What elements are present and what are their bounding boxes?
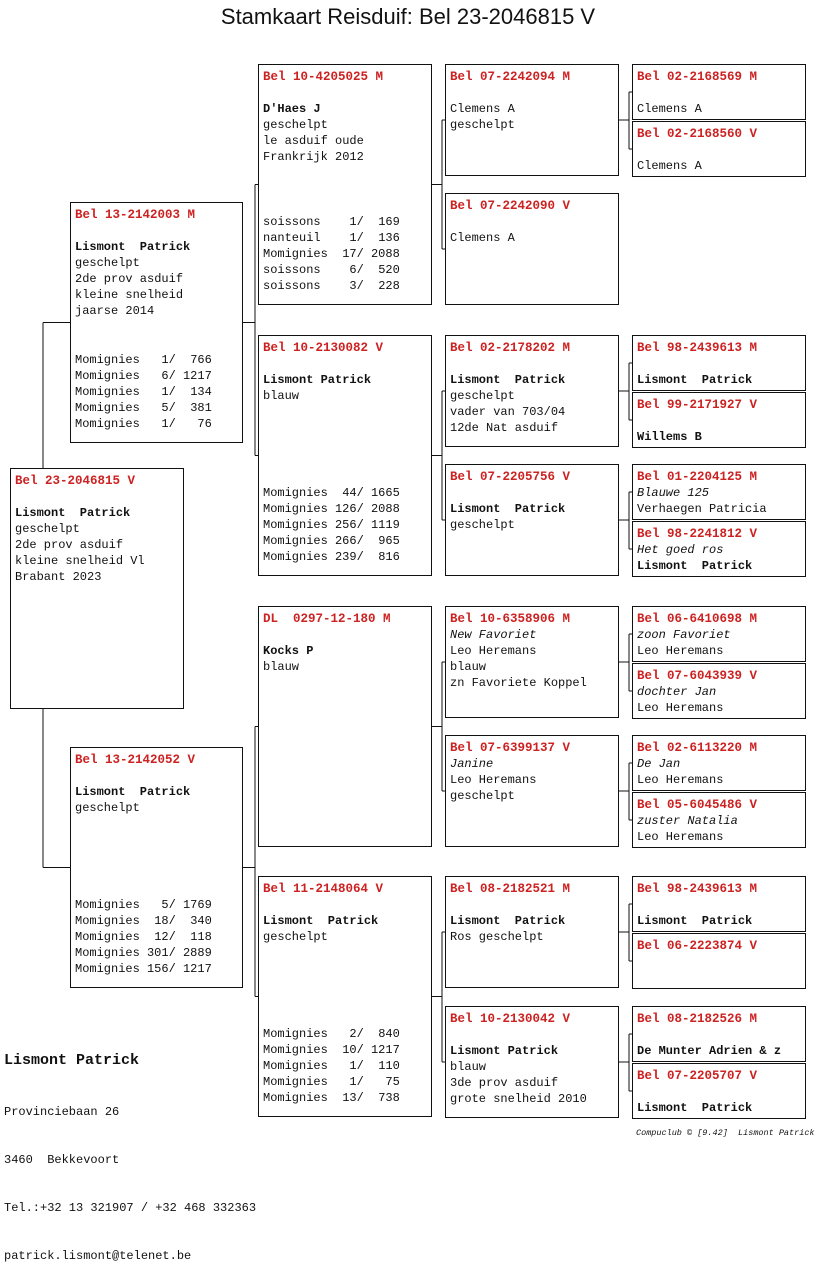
race-total: 1769 [182, 898, 212, 912]
pigeon-card [632, 521, 806, 577]
pigeon-card [445, 464, 619, 576]
ring-number: Bel 07-6399137 V [450, 741, 571, 755]
pigeon-detail: blauw [450, 1060, 487, 1074]
spacer [263, 356, 427, 372]
pigeon-name: Janine [450, 757, 494, 771]
race-total: 2088 [370, 247, 400, 261]
ring-number: Bel 05-6045486 V [637, 798, 758, 812]
race-result-row [263, 262, 400, 278]
race-total: 738 [378, 1091, 400, 1105]
pigeon-detail: geschelpt [450, 389, 515, 403]
race-total: 169 [378, 215, 400, 229]
pigeon-card [445, 735, 619, 847]
race-name: Momignies [263, 1043, 328, 1057]
race-total: 520 [378, 263, 400, 277]
race-rank: 18 / [140, 913, 176, 929]
race-name: Momignies [75, 930, 140, 944]
race-total: 1119 [370, 518, 400, 532]
pigeon-card [632, 606, 806, 662]
race-total: 2889 [182, 946, 212, 960]
spacer [637, 413, 801, 429]
pigeon-card [632, 1006, 806, 1062]
spacer [637, 1084, 801, 1100]
ring-number: Bel 07-2242094 M [450, 70, 571, 84]
ring-number: DL 0297-12-180 M [263, 612, 391, 626]
race-rank: 1 / [328, 230, 364, 246]
ring-number: Bel 13-2142003 M [75, 208, 196, 222]
race-result-row [263, 501, 400, 517]
spacer [450, 1027, 614, 1043]
spacer [637, 897, 801, 913]
ring-number: Bel 13-2142052 V [75, 753, 196, 767]
breeder-name: Leo Heremans [637, 773, 724, 787]
pigeon-detail: geschelpt [75, 256, 140, 270]
pigeon-detail: zn Favoriete Koppel [450, 676, 587, 690]
race-rank: 5 / [140, 400, 176, 416]
race-result-row [263, 485, 400, 501]
race-rank: 1 / [140, 416, 176, 432]
race-total: 965 [378, 534, 400, 548]
race-total: 840 [378, 1027, 400, 1041]
race-rank: 5 / [140, 897, 176, 913]
race-name: Momignies [263, 486, 328, 500]
ring-number: Bel 10-2130042 V [450, 1012, 571, 1026]
race-result-row [263, 230, 400, 246]
race-total: 76 [197, 417, 212, 431]
race-result-row [263, 246, 400, 262]
race-rank: 13 / [328, 1090, 364, 1106]
race-result-row [263, 517, 400, 533]
race-name: Momignies [263, 550, 328, 564]
pigeon-card [632, 464, 806, 520]
pigeon-card [632, 792, 806, 848]
spacer [263, 897, 427, 913]
race-rank: 1 / [328, 214, 364, 230]
race-results [75, 352, 212, 432]
race-result-row [75, 961, 212, 977]
spacer [75, 768, 238, 784]
owner-block [4, 1018, 256, 1280]
race-name: Momignies [75, 385, 140, 399]
race-result-row [75, 913, 212, 929]
pigeon-card [445, 193, 619, 305]
breeder-name: Clemens A [637, 102, 702, 116]
race-total: 110 [378, 1059, 400, 1073]
breeder-name: Verhaegen Patricia [637, 502, 767, 516]
race-results [263, 1026, 400, 1106]
breeder-name: Lismont Patrick [637, 373, 753, 387]
ring-number: Bel 02-6113220 M [637, 741, 758, 755]
pigeon-name: Het goed ros [637, 543, 724, 557]
ring-number: Bel 11-2148064 V [263, 882, 384, 896]
spacer [637, 1027, 801, 1043]
race-result-row [75, 897, 212, 913]
race-rank: 6 / [328, 262, 364, 278]
breeder-name: Leo Heremans [637, 701, 724, 715]
breeder-name: Lismont Patrick [450, 373, 566, 387]
pigeon-detail: geschelpt [450, 518, 515, 532]
race-total: 1217 [370, 1043, 400, 1057]
pigeon-detail: jaarse 2014 [75, 304, 155, 318]
breeder-name: Clemens A [450, 231, 515, 245]
race-result-row [75, 416, 212, 432]
ring-number: Bel 98-2439613 M [637, 341, 758, 355]
pigeon-detail: kleine snelheid Vl [15, 554, 145, 568]
race-rank: 126 / [328, 501, 364, 517]
race-name: soissons [263, 263, 321, 277]
pigeon-card [632, 663, 806, 719]
race-name: Momignies [75, 353, 140, 367]
ring-number: Bel 23-2046815 V [15, 474, 136, 488]
owner-street: Provinciebaan 26 [4, 1105, 120, 1119]
pigeon-card [70, 747, 243, 988]
race-results [75, 897, 212, 977]
breeder-name: Lismont Patrick [75, 240, 191, 254]
breeder-name: Leo Heremans [450, 773, 537, 787]
race-rank: 6 / [140, 368, 176, 384]
race-total: 1665 [370, 486, 400, 500]
race-result-row [75, 368, 212, 384]
ring-number: Bel 06-2223874 V [637, 939, 758, 953]
race-total: 381 [190, 401, 212, 415]
pigeon-name: New Favoriet [450, 628, 537, 642]
race-result-row [263, 214, 400, 230]
race-name: Momignies [75, 962, 140, 976]
spacer [637, 356, 801, 372]
ring-number: Bel 98-2241812 V [637, 527, 758, 541]
race-total: 228 [378, 279, 400, 293]
race-name: Momignies [75, 946, 140, 960]
spacer [15, 489, 179, 505]
race-result-row [263, 1026, 400, 1042]
race-result-row [263, 1074, 400, 1090]
race-rank: 239 / [328, 549, 364, 565]
race-rank: 156 / [140, 961, 176, 977]
pigeon-detail: geschelpt [15, 522, 80, 536]
pigeon-card [632, 933, 806, 989]
race-rank: 256 / [328, 517, 364, 533]
pigeon-detail: 2de prov asduif [75, 272, 184, 286]
race-results [263, 485, 400, 565]
race-result-row [75, 400, 212, 416]
ring-number: Bel 07-2205707 V [637, 1069, 758, 1083]
race-rank: 12 / [140, 929, 176, 945]
ring-number: Bel 08-2182526 M [637, 1012, 758, 1026]
ring-number: Bel 10-6358906 M [450, 612, 571, 626]
breeder-name: D'Haes J [263, 102, 321, 116]
race-result-row [75, 945, 212, 961]
race-rank: 1 / [328, 1058, 364, 1074]
pigeon-card [258, 606, 432, 847]
pigeon-detail: le asduif oude [263, 134, 364, 148]
pigeon-detail: blauw [263, 660, 300, 674]
race-name: soissons [263, 279, 321, 293]
spacer [637, 142, 801, 158]
breeder-name: Lismont Patrick [75, 785, 191, 799]
owner-name: Lismont Patrick [4, 1052, 140, 1069]
breeder-name: Lismont Patrick [263, 373, 372, 387]
pigeon-card [632, 64, 806, 120]
breeder-name: Lismont Patrick [450, 914, 566, 928]
race-name: Momignies [75, 914, 140, 928]
software-credit: Compuclub © [9.42] Lismont Patrick [636, 1128, 815, 1138]
pigeon-detail: Brabant 2023 [15, 570, 102, 584]
breeder-name: Leo Heremans [637, 830, 724, 844]
pigeon-detail: blauw [450, 660, 487, 674]
race-total: 1217 [182, 369, 212, 383]
breeder-name: Lismont Patrick [263, 914, 379, 928]
race-name: nanteuil [263, 231, 321, 245]
race-name: Momignies [263, 1075, 328, 1089]
pigeon-detail: geschelpt [263, 930, 328, 944]
race-result-row [263, 1058, 400, 1074]
breeder-name: Kocks P [263, 644, 314, 658]
breeder-name: Willems B [637, 430, 702, 444]
race-total: 816 [378, 550, 400, 564]
pigeon-detail: kleine snelheid [75, 288, 184, 302]
race-rank: 44 / [328, 485, 364, 501]
ring-number: Bel 07-2242090 V [450, 199, 571, 213]
race-rank: 1 / [140, 384, 176, 400]
pigeon-card [258, 335, 432, 576]
spacer [450, 214, 614, 230]
race-result-row [75, 352, 212, 368]
breeder-name: De Munter Adrien & z [637, 1044, 782, 1058]
pigeon-detail: 3de prov asduif [450, 1076, 559, 1090]
race-name: Momignies [263, 518, 328, 532]
pigeon-card [445, 335, 619, 447]
pigeon-card [258, 64, 432, 305]
race-rank: 266 / [328, 533, 364, 549]
pigeon-card [632, 876, 806, 932]
spacer [263, 85, 427, 101]
ring-number: Bel 02-2168560 V [637, 127, 758, 141]
spacer [75, 223, 238, 239]
pigeon-detail: grote snelheid 2010 [450, 1092, 587, 1106]
race-name: Momignies [263, 534, 328, 548]
pigeon-card [258, 876, 432, 1117]
breeder-name: Lismont Patrick [450, 502, 566, 516]
spacer [637, 85, 801, 101]
race-total: 75 [385, 1075, 400, 1089]
pigeon-card [632, 121, 806, 177]
race-name: soissons [263, 215, 321, 229]
pigeon-card [445, 1006, 619, 1118]
page-title: Stamkaart Reisduif: Bel 23-2046815 V [220, 4, 596, 29]
spacer [637, 954, 801, 970]
pigeon-detail: 12de Nat asduif [450, 421, 559, 435]
race-total: 136 [378, 231, 400, 245]
race-name: Momignies [263, 247, 328, 261]
race-rank: 301 / [140, 945, 176, 961]
owner-phone: Tel.:+32 13 321907 / +32 468 332363 [4, 1201, 257, 1215]
pigeon-card [632, 335, 806, 391]
race-result-row [75, 384, 212, 400]
pigeon-name: dochter Jan [637, 685, 717, 699]
breeder-name: Lismont Patrick [637, 559, 753, 573]
race-result-row [263, 1090, 400, 1106]
race-rank: 1 / [328, 1074, 364, 1090]
pigeon-name: Blauwe 125 [637, 486, 710, 500]
pigeon-name: zoon Favoriet [637, 628, 731, 642]
pigeon-detail: 2de prov asduif [15, 538, 124, 552]
breeder-name: Lismont Patrick [450, 1044, 559, 1058]
race-rank: 2 / [328, 1026, 364, 1042]
spacer [450, 897, 614, 913]
race-name: Momignies [75, 401, 140, 415]
pigeon-detail: geschelpt [450, 118, 515, 132]
pigeon-card [632, 392, 806, 448]
race-name: Momignies [263, 502, 328, 516]
race-name: Momignies [75, 369, 140, 383]
pigeon-card [70, 202, 243, 443]
race-total: 1217 [182, 962, 212, 976]
ring-number: Bel 07-6043939 V [637, 669, 758, 683]
pigeon-detail: Ros geschelpt [450, 930, 544, 944]
breeder-name: Clemens A [637, 159, 702, 173]
race-total: 766 [190, 353, 212, 367]
pigeon-card [445, 64, 619, 176]
race-result-row [263, 533, 400, 549]
pigeon-detail: blauw [263, 389, 300, 403]
pigeon-card [10, 468, 184, 709]
race-total: 340 [190, 914, 212, 928]
breeder-name: Clemens A [450, 102, 515, 116]
race-name: Momignies [263, 1059, 328, 1073]
spacer [450, 85, 614, 101]
race-result-row [263, 549, 400, 565]
race-result-row [263, 1042, 400, 1058]
owner-city: 3460 Bekkevoort [4, 1153, 120, 1167]
race-results [263, 214, 400, 294]
breeder-name: Lismont Patrick [637, 1101, 753, 1115]
ring-number: Bel 08-2182521 M [450, 882, 571, 896]
pigeon-detail: geschelpt [263, 118, 328, 132]
pigeon-detail: geschelpt [75, 801, 140, 815]
pigeon-detail: geschelpt [450, 789, 515, 803]
ring-number: Bel 10-2130082 V [263, 341, 384, 355]
breeder-name: Leo Heremans [637, 644, 724, 658]
pigeon-card [445, 876, 619, 988]
race-name: Momignies [75, 417, 140, 431]
breeder-name: Lismont Patrick [15, 506, 131, 520]
ring-number: Bel 98-2439613 M [637, 882, 758, 896]
ring-number: Bel 99-2171927 V [637, 398, 758, 412]
race-rank: 3 / [328, 278, 364, 294]
race-total: 134 [190, 385, 212, 399]
owner-email: patrick.lismont@telenet.be [4, 1249, 192, 1263]
ring-number: Bel 02-2168569 M [637, 70, 758, 84]
breeder-name: Lismont Patrick [637, 914, 753, 928]
pigeon-card [445, 606, 619, 718]
race-name: Momignies [263, 1091, 328, 1105]
pigeon-name: zuster Natalia [637, 814, 738, 828]
ring-number: Bel 02-2178202 M [450, 341, 571, 355]
ring-number: Bel 06-6410698 M [637, 612, 758, 626]
race-rank: 1 / [140, 352, 176, 368]
spacer [450, 485, 614, 501]
pigeon-card [632, 735, 806, 791]
race-name: Momignies [75, 898, 140, 912]
pigeon-detail: Frankrijk 2012 [263, 150, 364, 164]
race-rank: 17 / [328, 246, 364, 262]
race-total: 2088 [370, 502, 400, 516]
ring-number: Bel 10-4205025 M [263, 70, 384, 84]
race-name: Momignies [263, 1027, 328, 1041]
race-rank: 10 / [328, 1042, 364, 1058]
breeder-name: Leo Heremans [450, 644, 537, 658]
spacer [450, 356, 614, 372]
ring-number: Bel 01-2204125 M [637, 470, 758, 484]
race-result-row [75, 929, 212, 945]
pigeon-name: De Jan [637, 757, 681, 771]
spacer [263, 627, 427, 643]
race-total: 118 [190, 930, 212, 944]
pigeon-card [632, 1063, 806, 1119]
race-result-row [263, 278, 400, 294]
ring-number: Bel 07-2205756 V [450, 470, 571, 484]
pigeon-detail: vader van 703/04 [450, 405, 566, 419]
